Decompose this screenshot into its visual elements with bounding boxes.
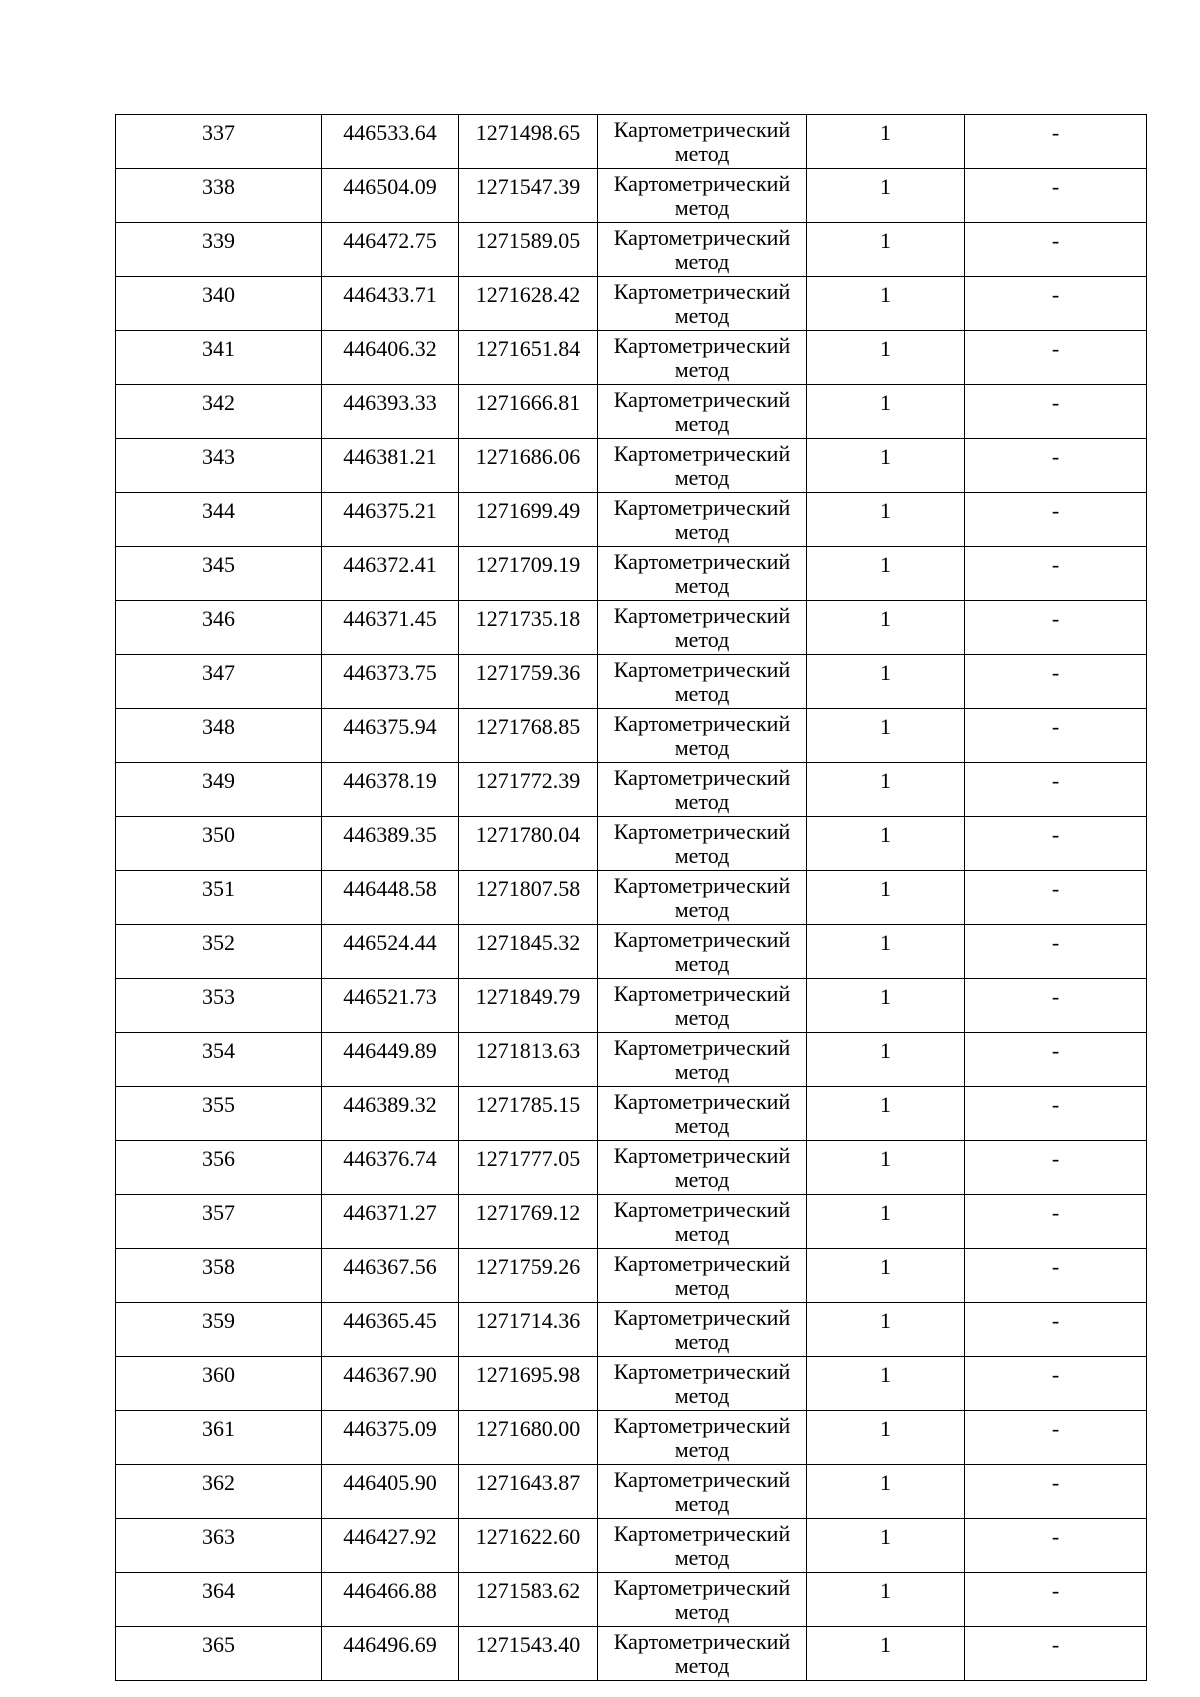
accuracy-cell: 1 (807, 1411, 965, 1465)
method-cell (598, 385, 807, 439)
table-row (116, 1411, 1147, 1465)
method-text-line2: метод (674, 141, 730, 166)
table-row (116, 709, 1147, 763)
method-cell (598, 871, 807, 925)
method-text-line1: Картометрический (613, 171, 791, 196)
x-coordinate-cell: 446533.64 (322, 115, 459, 169)
point-number-cell: 362 (116, 1465, 322, 1519)
method-cell (598, 223, 807, 277)
point-number-cell: 352 (116, 925, 322, 979)
accuracy-cell: 1 (807, 115, 965, 169)
method-cell (598, 169, 807, 223)
y-coordinate-cell: 1271785.15 (459, 1087, 598, 1141)
note-cell: - (965, 1033, 1147, 1087)
point-number-cell: 350 (116, 817, 322, 871)
table-row (116, 763, 1147, 817)
y-coordinate-cell: 1271547.39 (459, 169, 598, 223)
point-number-cell: 343 (116, 439, 322, 493)
method-cell (598, 1411, 807, 1465)
point-number-cell: 340 (116, 277, 322, 331)
note-cell: - (965, 1627, 1147, 1681)
method-text-line2: метод (674, 1113, 730, 1138)
y-coordinate-cell: 1271695.98 (459, 1357, 598, 1411)
point-number-cell: 347 (116, 655, 322, 709)
y-coordinate-cell: 1271628.42 (459, 277, 598, 331)
x-coordinate-cell: 446472.75 (322, 223, 459, 277)
y-coordinate-cell: 1271772.39 (459, 763, 598, 817)
x-coordinate-cell: 446427.92 (322, 1519, 459, 1573)
table-row (116, 925, 1147, 979)
method-text-line1: Картометрический (613, 819, 791, 844)
method-text-line1: Картометрический (613, 387, 791, 412)
note-cell: - (965, 655, 1147, 709)
x-coordinate-cell: 446375.94 (322, 709, 459, 763)
accuracy-cell: 1 (807, 601, 965, 655)
note-cell: - (965, 493, 1147, 547)
method-text-line1: Картометрический (613, 333, 791, 358)
table-row (116, 871, 1147, 925)
method-text-line2: метод (674, 1599, 730, 1624)
table-row (116, 115, 1147, 169)
note-cell: - (965, 1357, 1147, 1411)
note-cell: - (965, 709, 1147, 763)
note-cell: - (965, 547, 1147, 601)
y-coordinate-cell: 1271714.36 (459, 1303, 598, 1357)
point-number-cell: 354 (116, 1033, 322, 1087)
table-body (116, 115, 1147, 1681)
accuracy-cell: 1 (807, 1465, 965, 1519)
note-cell: - (965, 439, 1147, 493)
note-cell: - (965, 979, 1147, 1033)
table-row (116, 439, 1147, 493)
table-row (116, 817, 1147, 871)
accuracy-cell: 1 (807, 169, 965, 223)
accuracy-cell: 1 (807, 655, 965, 709)
point-number-cell: 353 (116, 979, 322, 1033)
method-text-line2: метод (674, 1005, 730, 1030)
method-cell (598, 493, 807, 547)
method-text-line1: Картометрический (613, 117, 791, 142)
method-text-line2: метод (674, 897, 730, 922)
method-text-line1: Картометрический (613, 873, 791, 898)
x-coordinate-cell: 446372.41 (322, 547, 459, 601)
y-coordinate-cell: 1271768.85 (459, 709, 598, 763)
x-coordinate-cell: 446371.45 (322, 601, 459, 655)
x-coordinate-cell: 446406.32 (322, 331, 459, 385)
method-text-line1: Картометрический (613, 1467, 791, 1492)
table-row (116, 1357, 1147, 1411)
point-number-cell: 341 (116, 331, 322, 385)
method-text-line2: метод (674, 303, 730, 328)
y-coordinate-cell: 1271735.18 (459, 601, 598, 655)
note-cell: - (965, 1465, 1147, 1519)
method-cell (598, 1195, 807, 1249)
y-coordinate-cell: 1271807.58 (459, 871, 598, 925)
accuracy-cell: 1 (807, 1627, 965, 1681)
point-number-cell: 339 (116, 223, 322, 277)
accuracy-cell: 1 (807, 709, 965, 763)
note-cell: - (965, 277, 1147, 331)
y-coordinate-cell: 1271651.84 (459, 331, 598, 385)
point-number-cell: 361 (116, 1411, 322, 1465)
note-cell: - (965, 1195, 1147, 1249)
x-coordinate-cell: 446433.71 (322, 277, 459, 331)
method-cell (598, 1303, 807, 1357)
method-text-line2: метод (674, 249, 730, 274)
note-cell: - (965, 925, 1147, 979)
x-coordinate-cell: 446367.90 (322, 1357, 459, 1411)
point-number-cell: 357 (116, 1195, 322, 1249)
y-coordinate-cell: 1271777.05 (459, 1141, 598, 1195)
accuracy-cell: 1 (807, 493, 965, 547)
x-coordinate-cell: 446378.19 (322, 763, 459, 817)
method-text-line1: Картометрический (613, 495, 791, 520)
x-coordinate-cell: 446371.27 (322, 1195, 459, 1249)
point-number-cell: 363 (116, 1519, 322, 1573)
table-row (116, 277, 1147, 331)
method-text-line1: Картометрический (613, 657, 791, 682)
method-text-line2: метод (674, 1059, 730, 1084)
method-text-line2: метод (674, 1167, 730, 1192)
method-text-line2: метод (674, 735, 730, 760)
point-number-cell: 359 (116, 1303, 322, 1357)
method-text-line2: метод (674, 1221, 730, 1246)
accuracy-cell: 1 (807, 1357, 965, 1411)
accuracy-cell: 1 (807, 277, 965, 331)
accuracy-cell: 1 (807, 817, 965, 871)
y-coordinate-cell: 1271699.49 (459, 493, 598, 547)
method-text-line1: Картометрический (613, 1413, 791, 1438)
table-row (116, 1303, 1147, 1357)
method-cell (598, 763, 807, 817)
x-coordinate-cell: 446504.09 (322, 169, 459, 223)
method-cell (598, 277, 807, 331)
method-cell (598, 1033, 807, 1087)
y-coordinate-cell: 1271686.06 (459, 439, 598, 493)
table-row (116, 547, 1147, 601)
table-row (116, 1519, 1147, 1573)
point-number-cell: 358 (116, 1249, 322, 1303)
y-coordinate-cell: 1271759.36 (459, 655, 598, 709)
x-coordinate-cell: 446373.75 (322, 655, 459, 709)
accuracy-cell: 1 (807, 1087, 965, 1141)
table-row (116, 1573, 1147, 1627)
method-cell (598, 925, 807, 979)
x-coordinate-cell: 446389.32 (322, 1087, 459, 1141)
method-text-line1: Картометрический (613, 1305, 791, 1330)
method-text-line2: метод (674, 1275, 730, 1300)
method-text-line1: Картометрический (613, 603, 791, 628)
method-cell (598, 1627, 807, 1681)
x-coordinate-cell: 446449.89 (322, 1033, 459, 1087)
table-row (116, 1141, 1147, 1195)
point-number-cell: 364 (116, 1573, 322, 1627)
method-text-line1: Картометрический (613, 441, 791, 466)
y-coordinate-cell: 1271813.63 (459, 1033, 598, 1087)
method-text-line2: метод (674, 627, 730, 652)
note-cell: - (965, 169, 1147, 223)
method-text-line2: метод (674, 1491, 730, 1516)
accuracy-cell: 1 (807, 763, 965, 817)
method-text-line2: метод (674, 681, 730, 706)
y-coordinate-cell: 1271643.87 (459, 1465, 598, 1519)
accuracy-cell: 1 (807, 439, 965, 493)
method-text-line2: метод (674, 951, 730, 976)
table-row (116, 385, 1147, 439)
y-coordinate-cell: 1271709.19 (459, 547, 598, 601)
method-text-line1: Картометрический (613, 1575, 791, 1600)
y-coordinate-cell: 1271666.81 (459, 385, 598, 439)
note-cell: - (965, 601, 1147, 655)
y-coordinate-cell: 1271759.26 (459, 1249, 598, 1303)
y-coordinate-cell: 1271845.32 (459, 925, 598, 979)
method-text-line1: Картометрический (613, 1629, 791, 1654)
note-cell: - (965, 1519, 1147, 1573)
table-row (116, 223, 1147, 277)
point-number-cell: 346 (116, 601, 322, 655)
method-text-line1: Картометрический (613, 1035, 791, 1060)
point-number-cell: 356 (116, 1141, 322, 1195)
method-cell (598, 817, 807, 871)
method-text-line2: метод (674, 573, 730, 598)
accuracy-cell: 1 (807, 1195, 965, 1249)
accuracy-cell: 1 (807, 871, 965, 925)
point-number-cell: 349 (116, 763, 322, 817)
accuracy-cell: 1 (807, 547, 965, 601)
method-text-line2: метод (674, 465, 730, 490)
accuracy-cell: 1 (807, 1303, 965, 1357)
note-cell: - (965, 1303, 1147, 1357)
coordinates-table (115, 114, 1147, 1681)
note-cell: - (965, 331, 1147, 385)
method-text-line1: Картометрический (613, 225, 791, 250)
point-number-cell: 338 (116, 169, 322, 223)
method-text-line1: Картометрический (613, 1521, 791, 1546)
y-coordinate-cell: 1271849.79 (459, 979, 598, 1033)
table-row (116, 1087, 1147, 1141)
method-text-line1: Картометрический (613, 1251, 791, 1276)
method-text-line1: Картометрический (613, 711, 791, 736)
y-coordinate-cell: 1271680.00 (459, 1411, 598, 1465)
x-coordinate-cell: 446521.73 (322, 979, 459, 1033)
table-row (116, 1627, 1147, 1681)
point-number-cell: 355 (116, 1087, 322, 1141)
method-cell (598, 1519, 807, 1573)
table-row (116, 493, 1147, 547)
accuracy-cell: 1 (807, 1573, 965, 1627)
accuracy-cell: 1 (807, 385, 965, 439)
method-cell (598, 1141, 807, 1195)
x-coordinate-cell: 446367.56 (322, 1249, 459, 1303)
table-row (116, 655, 1147, 709)
table-row (116, 1249, 1147, 1303)
accuracy-cell: 1 (807, 223, 965, 277)
method-text-line2: метод (674, 789, 730, 814)
note-cell: - (965, 871, 1147, 925)
x-coordinate-cell: 446393.33 (322, 385, 459, 439)
method-text-line2: метод (674, 411, 730, 436)
note-cell: - (965, 1573, 1147, 1627)
method-cell (598, 979, 807, 1033)
point-number-cell: 351 (116, 871, 322, 925)
point-number-cell: 342 (116, 385, 322, 439)
point-number-cell: 360 (116, 1357, 322, 1411)
method-cell (598, 439, 807, 493)
note-cell: - (965, 817, 1147, 871)
method-text-line2: метод (674, 357, 730, 382)
note-cell: - (965, 1141, 1147, 1195)
method-text-line2: метод (674, 195, 730, 220)
method-text-line1: Картометрический (613, 765, 791, 790)
method-text-line1: Картометрический (613, 1089, 791, 1114)
note-cell: - (965, 1087, 1147, 1141)
method-text-line1: Картометрический (613, 981, 791, 1006)
accuracy-cell: 1 (807, 979, 965, 1033)
x-coordinate-cell: 446466.88 (322, 1573, 459, 1627)
table-row (116, 169, 1147, 223)
y-coordinate-cell: 1271622.60 (459, 1519, 598, 1573)
method-text-line1: Картометрический (613, 1143, 791, 1168)
method-text-line1: Картометрический (613, 279, 791, 304)
y-coordinate-cell: 1271769.12 (459, 1195, 598, 1249)
note-cell: - (965, 1411, 1147, 1465)
note-cell: - (965, 763, 1147, 817)
method-text-line1: Картометрический (613, 927, 791, 952)
y-coordinate-cell: 1271543.40 (459, 1627, 598, 1681)
x-coordinate-cell: 446376.74 (322, 1141, 459, 1195)
method-cell (598, 1465, 807, 1519)
method-cell (598, 1249, 807, 1303)
method-cell (598, 1573, 807, 1627)
method-text-line2: метод (674, 843, 730, 868)
method-cell (598, 331, 807, 385)
note-cell: - (965, 223, 1147, 277)
table-row (116, 1033, 1147, 1087)
note-cell: - (965, 1249, 1147, 1303)
method-cell (598, 547, 807, 601)
y-coordinate-cell: 1271589.05 (459, 223, 598, 277)
method-text-line2: метод (674, 1545, 730, 1570)
table-row (116, 1195, 1147, 1249)
method-cell (598, 709, 807, 763)
x-coordinate-cell: 446389.35 (322, 817, 459, 871)
method-cell (598, 115, 807, 169)
method-text-line1: Картометрический (613, 1359, 791, 1384)
point-number-cell: 365 (116, 1627, 322, 1681)
method-cell (598, 1357, 807, 1411)
method-cell (598, 601, 807, 655)
note-cell: - (965, 115, 1147, 169)
method-text-line2: метод (674, 1653, 730, 1678)
method-text-line2: метод (674, 1383, 730, 1408)
accuracy-cell: 1 (807, 1141, 965, 1195)
method-cell (598, 655, 807, 709)
x-coordinate-cell: 446365.45 (322, 1303, 459, 1357)
x-coordinate-cell: 446381.21 (322, 439, 459, 493)
method-cell (598, 1087, 807, 1141)
method-text-line2: метод (674, 1437, 730, 1462)
point-number-cell: 337 (116, 115, 322, 169)
x-coordinate-cell: 446496.69 (322, 1627, 459, 1681)
table-row (116, 331, 1147, 385)
method-text-line1: Картометрический (613, 1197, 791, 1222)
accuracy-cell: 1 (807, 331, 965, 385)
point-number-cell: 348 (116, 709, 322, 763)
x-coordinate-cell: 446405.90 (322, 1465, 459, 1519)
x-coordinate-cell: 446524.44 (322, 925, 459, 979)
point-number-cell: 344 (116, 493, 322, 547)
table-row (116, 979, 1147, 1033)
table-row (116, 1465, 1147, 1519)
method-text-line1: Картометрический (613, 549, 791, 574)
accuracy-cell: 1 (807, 1249, 965, 1303)
y-coordinate-cell: 1271780.04 (459, 817, 598, 871)
accuracy-cell: 1 (807, 1033, 965, 1087)
y-coordinate-cell: 1271583.62 (459, 1573, 598, 1627)
method-text-line2: метод (674, 1329, 730, 1354)
accuracy-cell: 1 (807, 1519, 965, 1573)
method-text-line2: метод (674, 519, 730, 544)
note-cell: - (965, 385, 1147, 439)
point-number-cell: 345 (116, 547, 322, 601)
x-coordinate-cell: 446448.58 (322, 871, 459, 925)
x-coordinate-cell: 446375.09 (322, 1411, 459, 1465)
accuracy-cell: 1 (807, 925, 965, 979)
x-coordinate-cell: 446375.21 (322, 493, 459, 547)
y-coordinate-cell: 1271498.65 (459, 115, 598, 169)
table-row (116, 601, 1147, 655)
